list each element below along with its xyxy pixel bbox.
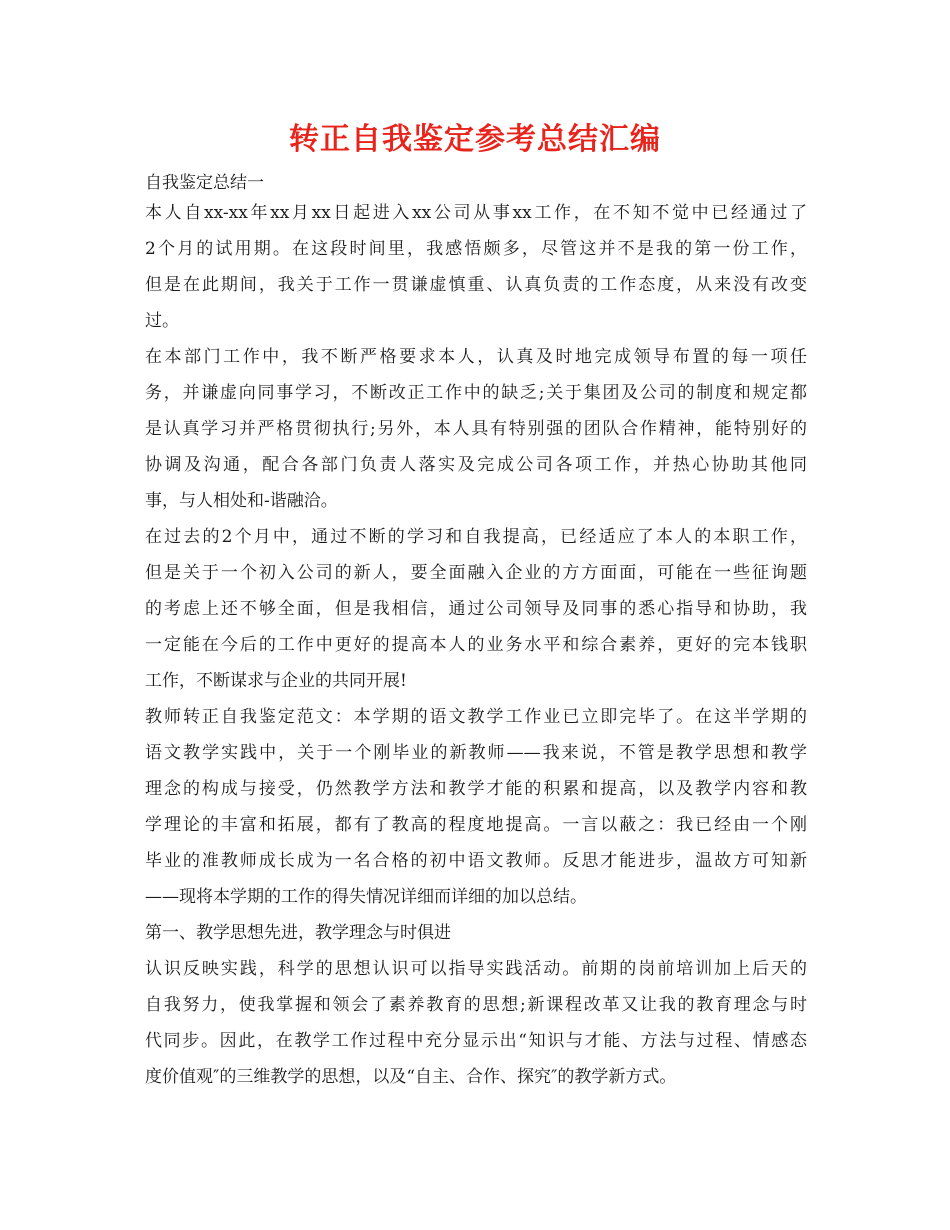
section-heading-1: 自我鉴定总结一 <box>145 173 264 193</box>
text-line: 在过去的2个月中，通过不断的学习和自我提高，已经适应了本人的本职工作， <box>145 527 807 547</box>
text-line: 自我努力，使我掌握和领会了素养教育的思想;新课程改革又让我的教育理念与时 <box>145 995 807 1015</box>
section-heading-2: 第一、教学思想先进，教学理念与时俱进 <box>145 923 451 943</box>
text-line: 工作，不断谋求与企业的共同开展! <box>145 671 407 691</box>
text-line: 事，与人相处和-谐融洽。 <box>145 491 338 511</box>
text-line: 是认真学习并严格贯彻执行;另外，本人具有特别强的团队合作精神，能特别好的 <box>145 419 807 439</box>
text-line: 一定能在今后的工作中更好的提高本人的业务水平和综合素养，更好的完本钱职 <box>145 635 807 655</box>
text-line: 的考虑上还不够全面，但是我相信，通过公司领导及同事的悉心指导和协助，我 <box>145 599 807 619</box>
text-line: 理念的构成与接受，仍然教学方法和教学才能的积累和提高，以及教学内容和教 <box>145 779 807 799</box>
text-line: 度价值观″的三维教学的思想，以及“自主、合作、探究″的教学新方式。 <box>145 1067 677 1087</box>
text-line: 教师转正自我鉴定范文：本学期的语文教学工作业已立即完毕了。在这半学期的 <box>145 707 807 727</box>
text-line: 在本部门工作中，我不断严格要求本人，认真及时地完成领导布置的每一项任 <box>145 347 807 367</box>
text-line: 但是关于一个初入公司的新人，要全面融入企业的方方面面，可能在一些征询题 <box>145 563 807 583</box>
text-line: 代同步。因此，在教学工作过程中充分显示出“知识与才能、方法与过程、情感态 <box>145 1031 807 1051</box>
text-line: 认识反映实践，科学的思想认识可以指导实践活动。前期的岗前培训加上后天的 <box>145 959 807 979</box>
text-line: 2个月的试用期。在这段时间里，我感悟颇多，尽管这并不是我的第一份工作， <box>145 239 807 259</box>
text-line: 务，并谦虚向同事学习，不断改正工作中的缺乏;关于集团及公司的制度和规定都 <box>145 383 807 403</box>
text-line: 但是在此期间，我关于工作一贯谦虚慎重、认真负责的工作态度，从来没有改变 <box>145 275 807 295</box>
text-line: 过。 <box>145 311 179 331</box>
text-line: 毕业的准教师成长成为一名合格的初中语文教师。反思才能进步，温故方可知新 <box>145 851 807 871</box>
text-line: 本人自xx-xx年xx月xx日起进入xx公司从事xx工作，在不知不觉中已经通过了 <box>145 203 807 223</box>
text-line: 学理论的丰富和拓展，都有了教高的程度地提高。一言以蔽之：我已经由一个刚 <box>145 815 807 835</box>
text-line: 语文教学实践中，关于一个刚毕业的新教师——我来说，不管是教学思想和教学 <box>145 743 807 763</box>
text-line: 协调及沟通，配合各部门负责人落实及完成公司各项工作，并热心协助其他同 <box>145 455 807 475</box>
document-title: 转正自我鉴定参考总结汇编 <box>289 122 661 157</box>
text-line: ——现将本学期的工作的得失情况详细而详细的加以总结。 <box>145 887 587 907</box>
